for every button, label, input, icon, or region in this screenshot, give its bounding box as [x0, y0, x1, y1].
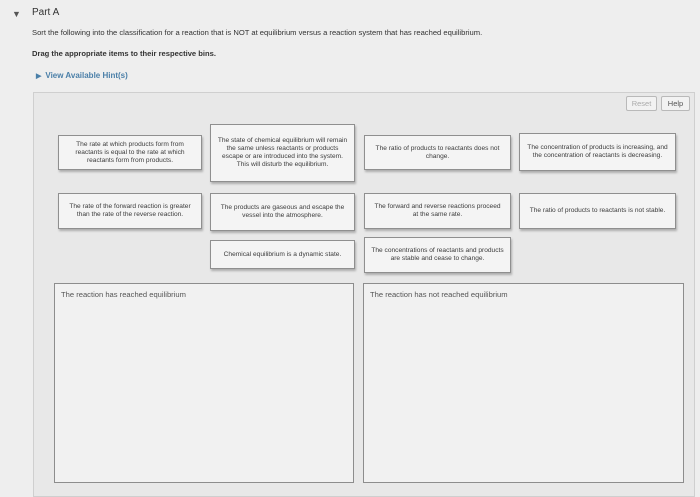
drag-item[interactable] — [364, 135, 511, 170]
drag-item-text: The rate of the forward reaction is greater than the rate of the reverse reaction. — [69, 203, 191, 218]
question-prompt: Sort the following into the classification for a reaction that is NOT at equilibrium versus a reaction system that has reached equilibrium. — [32, 28, 483, 37]
bin-label: The reaction has reached equilibrium — [61, 290, 186, 299]
expand-triangle-icon: ▶ — [36, 73, 42, 80]
reset-button[interactable]: Reset — [626, 96, 657, 111]
drag-item[interactable] — [210, 124, 355, 182]
drag-item[interactable] — [364, 237, 511, 273]
part-title: Part A — [32, 7, 60, 18]
drag-item[interactable] — [58, 193, 202, 229]
view-hints-label: View Available Hint(s) — [45, 71, 128, 80]
drag-item[interactable] — [58, 135, 202, 170]
drag-item-text: The state of chemical equilibrium will remain the same unless reactants or products escape or are introduced into the system. This will disturb the equilibrium. — [217, 137, 348, 168]
drag-item-text: The forward and reverse reactions proceed at the same rate. — [374, 203, 501, 218]
drag-item-text: The products are gaseous and escape the vessel into the atmosphere. — [220, 204, 345, 219]
drag-item[interactable] — [519, 133, 676, 171]
view-hints-link[interactable] — [36, 71, 128, 80]
bin-not-reached-equilibrium[interactable] — [363, 283, 684, 483]
drag-item-text: The ratio of products to reactants does not change. — [375, 144, 500, 160]
drag-item-text: The concentrations of reactants and products are stable and cease to change. — [371, 247, 504, 262]
drag-item[interactable] — [210, 240, 355, 269]
drag-item-text: The ratio of products to reactants is not stable. — [529, 207, 666, 214]
drag-item-text: The rate at which products form from reactants is equal to the rate at which reactants form from products. — [75, 140, 185, 164]
help-button[interactable]: Help — [661, 96, 690, 111]
drag-item[interactable] — [364, 193, 511, 229]
drag-item[interactable] — [210, 193, 355, 231]
drag-item-text: Chemical equilibrium is a dynamic state. — [223, 250, 342, 258]
drag-item[interactable] — [519, 193, 676, 229]
bin-reached-equilibrium[interactable] — [54, 283, 354, 483]
collapse-triangle-icon[interactable]: ▼ — [12, 9, 21, 19]
bin-label: The reaction has not reached equilibrium — [370, 290, 508, 299]
instruction-text: Drag the appropriate items to their respective bins. — [32, 49, 216, 58]
drag-item-text: The concentration of products is increasing, and the concentration of reactants is decreasing. — [527, 144, 668, 159]
